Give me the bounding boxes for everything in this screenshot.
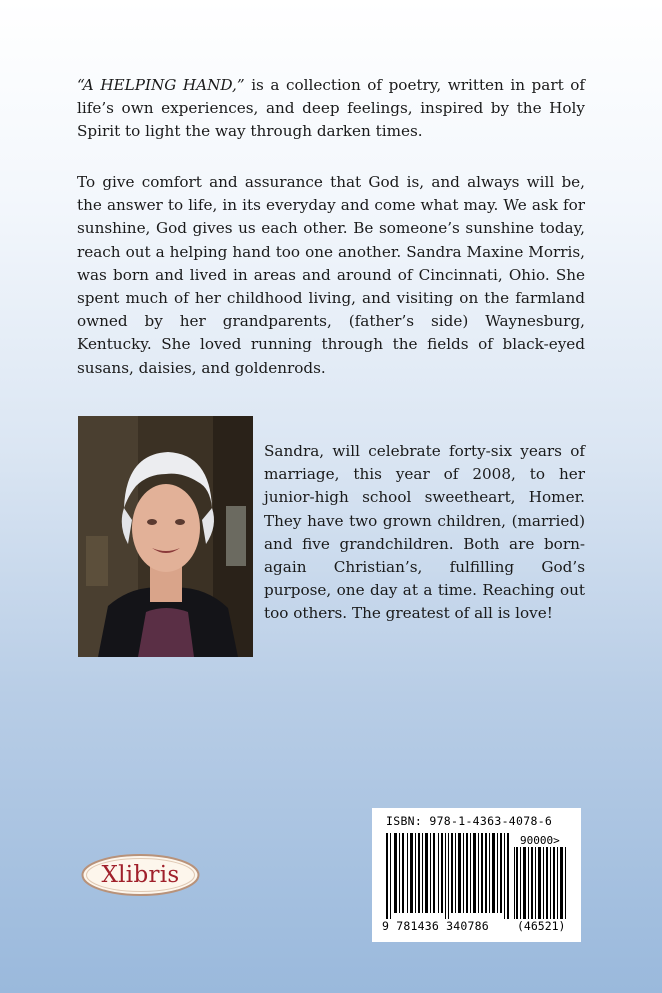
book-title: “A HELPING HAND,” xyxy=(77,76,245,94)
isbn-label: ISBN: 978-1-4363-4078-6 xyxy=(386,814,553,828)
author-photo xyxy=(78,416,253,657)
logo-wordmark: Xlibris xyxy=(101,862,180,888)
description-paragraph-2: To give comfort and assurance that God is, and always will be, the answer to life, in its everyday and come what may. We ask for sunshine, God gives us each other. Be someone’s sunshine today, reach out a helping hand too one another. Sandra Maxine Morris, was born and lived in areas and around of Cincinnati, Ohio. She spent much of her childhood living, and visiting on the farmland owned by her grandparents, (father’s side) Waynesburg, Kentucky. She loved running through the fields of black-eyed susans, daisies, and goldenrods. xyxy=(77,173,585,377)
isbn-barcode-box xyxy=(372,808,581,942)
price-code: 90000> xyxy=(520,834,560,847)
extra-code: (46521) xyxy=(517,919,566,933)
description-paragraph-1-text: is a collection of poetry, written in part of life’s own experiences, and deep feelings, inspired by the Holy Spirit to light the way through darken times. xyxy=(77,76,586,141)
ean-digits: 9 781436 340786 xyxy=(382,919,489,933)
author-bio: Sandra, will celebrate forty-six years of marriage, this year of 2008, to her junior-high school sweetheart, Homer. They have two grown children, (married) and five grandchildren. Both are born-again Christian’s, fulfilling God’s purpose, one day at a time. Reaching out too others. The greatest of all is love! xyxy=(264,442,585,623)
xlibris-logo xyxy=(80,852,201,898)
description-paragraph-1 xyxy=(77,74,585,144)
